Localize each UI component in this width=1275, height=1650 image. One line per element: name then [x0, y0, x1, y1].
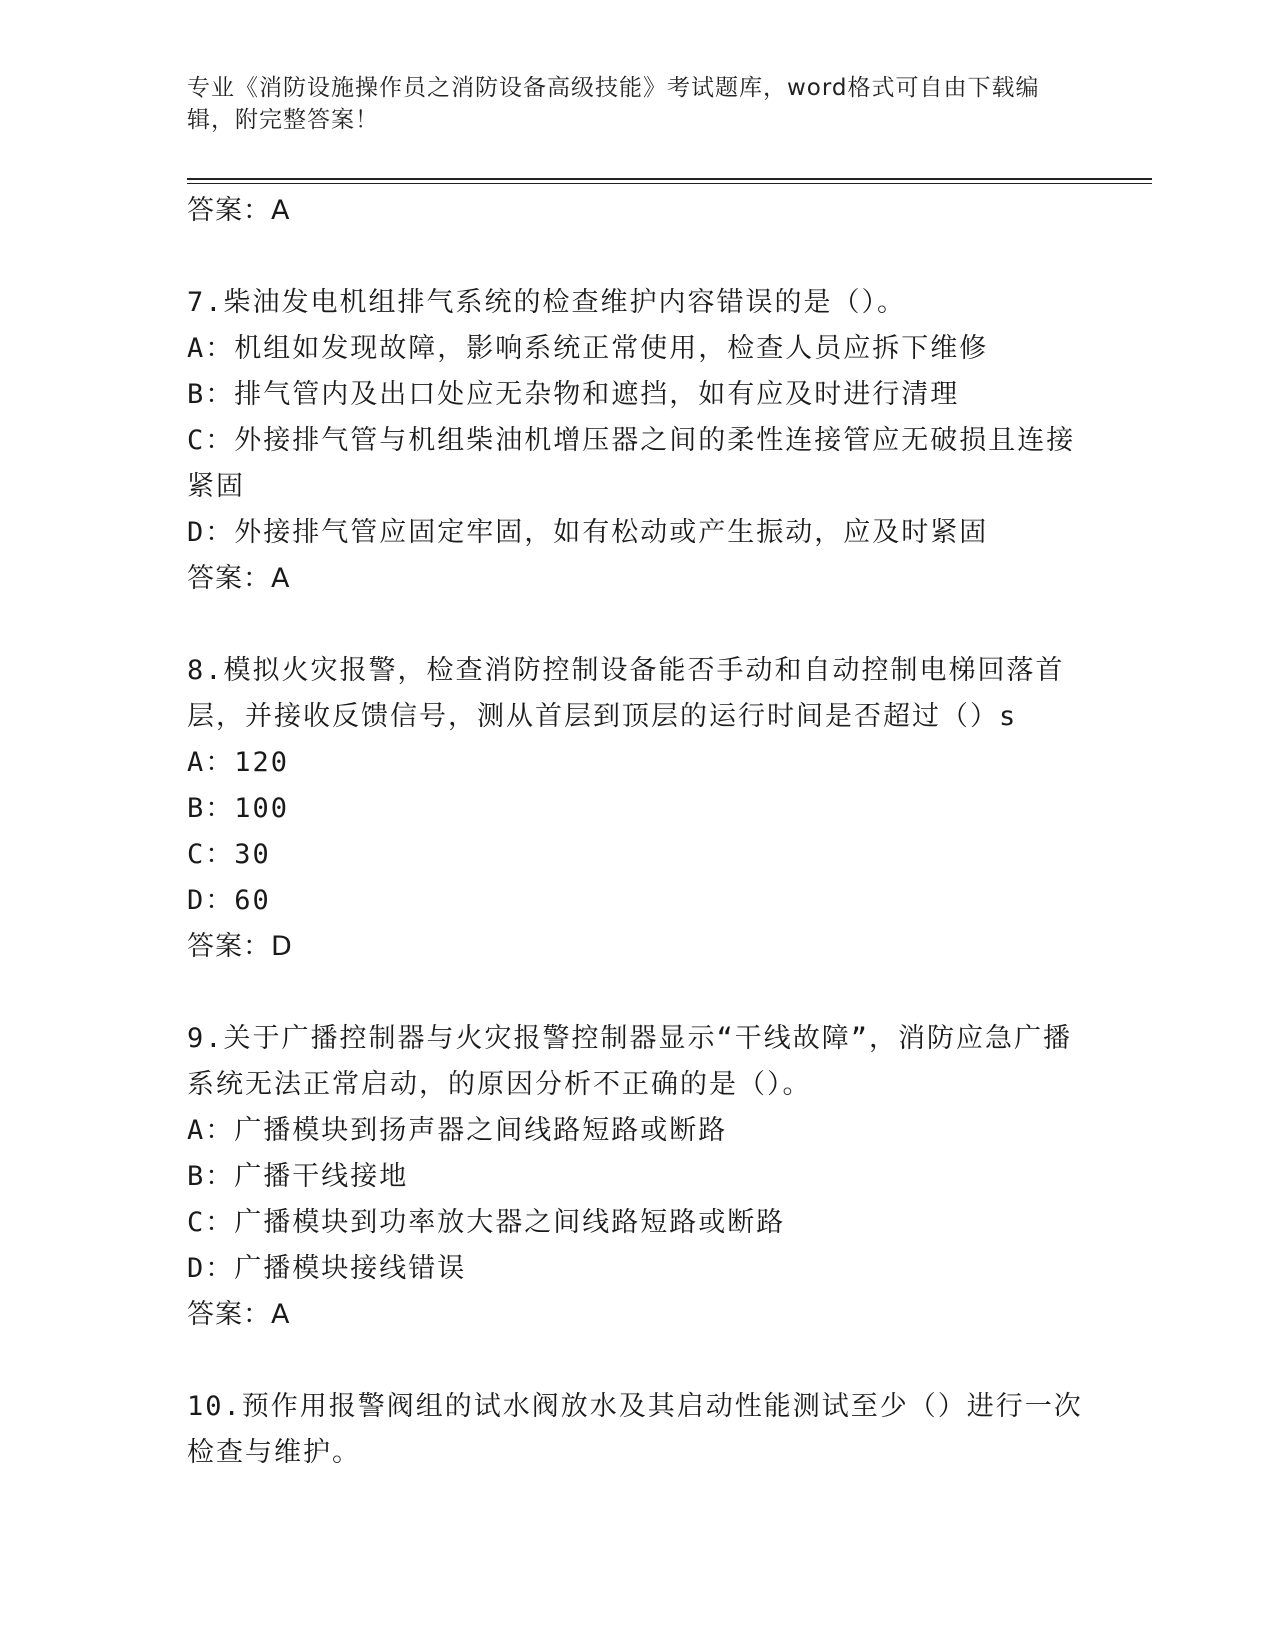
answer: 答案：A: [187, 563, 291, 594]
option-c: C：外接排气管与机组柴油机增压器之间的柔性连接管应无破损且连接紧固: [187, 425, 1076, 502]
document-header: 专业《消防设施操作员之消防设备高级技能》考试题库，word格式可自由下载编辑，附完整答案！: [187, 75, 1040, 133]
document-body: [187, 188, 1087, 1476]
option-c: C：30: [187, 839, 271, 870]
option-d: D：外接排气管应固定牢固，如有松动或产生振动，应及时紧固: [187, 517, 989, 548]
question-10: [187, 1384, 1087, 1476]
option-a: A：广播模块到扬声器之间线路短路或断路: [187, 1115, 728, 1146]
question-stem: 10.预作用报警阀组的试水阀放水及其启动性能测试至少（）进行一次检查与维护。: [187, 1391, 1083, 1468]
option-d: D：广播模块接线错误: [187, 1253, 467, 1284]
spacer: [187, 602, 1087, 648]
question-stem: 7.柴油发电机组排气系统的检查维护内容错误的是（）。: [187, 287, 907, 318]
question-stem: 8.模拟火灾报警，检查消防控制设备能否手动和自动控制电梯回落首层，并接收反馈信号，测从首层到顶层的运行时间是否超过（）s: [187, 655, 1065, 732]
spacer: [187, 970, 1087, 1016]
option-a: A：120: [187, 747, 290, 778]
answer: 答案：A: [187, 1299, 291, 1330]
question-7: [187, 280, 1087, 602]
option-b: B：广播干线接地: [187, 1161, 409, 1192]
option-b: B：100: [187, 793, 290, 824]
spacer: [187, 234, 1087, 280]
question-9: [187, 1016, 1087, 1338]
option-d: D：60: [187, 885, 271, 916]
header-rule-thin: [187, 183, 1152, 184]
option-c: C：广播模块到功率放大器之间线路短路或断路: [187, 1207, 786, 1238]
answer: 答案：D: [187, 931, 293, 962]
question-stem: 9.关于广播控制器与火灾报警控制器显示“干线故障”，消防应急广播系统无法正常启动，的原因分析不正确的是（）。: [187, 1023, 1073, 1100]
answer-prev: 答案：A: [187, 195, 291, 226]
question-8: [187, 648, 1087, 970]
spacer: [187, 1338, 1087, 1384]
header-rule-thick: [187, 178, 1152, 180]
option-a: A：机组如发现故障，影响系统正常使用，检查人员应拆下维修: [187, 333, 989, 364]
option-b: B：排气管内及出口处应无杂物和遮挡，如有应及时进行清理: [187, 379, 960, 410]
